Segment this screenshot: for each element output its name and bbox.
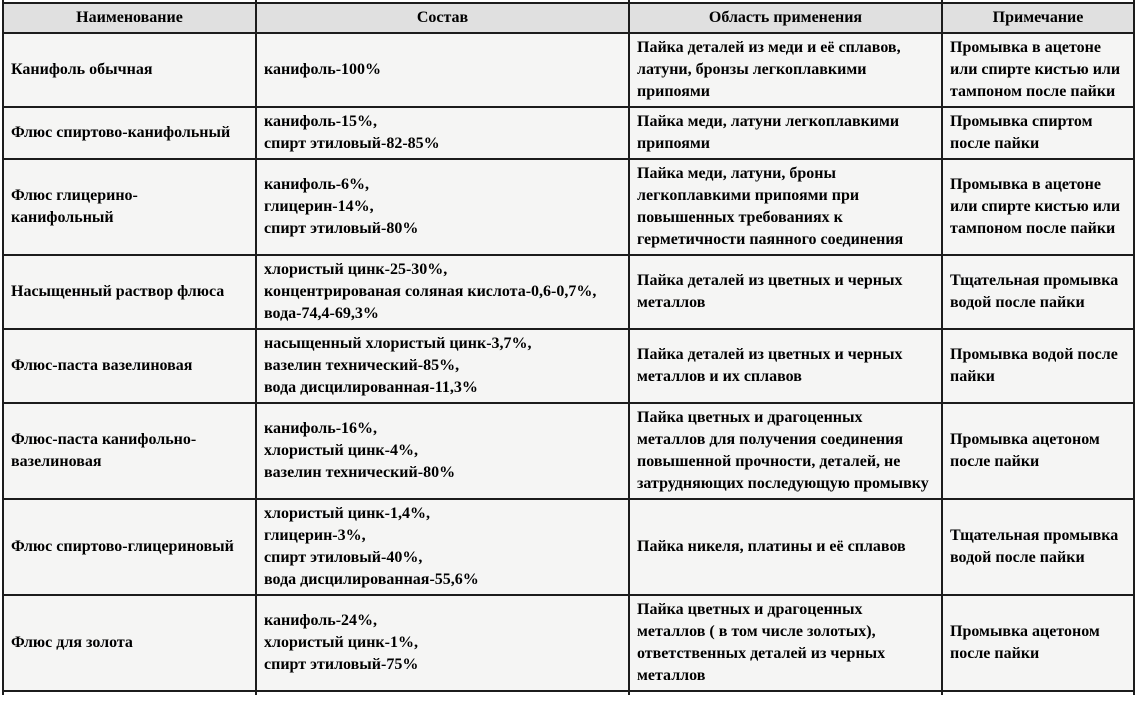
note-cell: Промывка водой после пайки	[942, 329, 1134, 403]
table-row	[3, 403, 1134, 499]
application-cell: Пайка никеля, платины и её сплавов	[629, 499, 942, 595]
composition-line: спирт этиловый-82-85%	[264, 135, 440, 152]
composition-cell	[256, 595, 629, 691]
application-cell: Пайка деталей из цветных и черных металлов	[629, 255, 942, 329]
composition-cell	[256, 159, 629, 255]
column-header-note: Примечание	[942, 3, 1134, 33]
composition-line: вода дисцилированная-11,3%	[264, 379, 478, 396]
application-cell: Пайка деталей из цветных и черных металлов и их сплавов	[629, 329, 942, 403]
note-cell: Тщательная промывка водой после пайки	[942, 499, 1134, 595]
table-row	[3, 159, 1134, 255]
note-cell: Промывка в ацетоне или спирте кистью или тампоном после пайки	[942, 159, 1134, 255]
composition-line: глицерин-3%,	[264, 527, 366, 544]
composition-cell	[256, 107, 629, 159]
composition-cell	[256, 33, 629, 107]
composition-line: хлористый цинк-4%,	[264, 442, 418, 459]
name-cell: Насыщенный раствор флюса	[3, 255, 256, 329]
name-cell: Флюс-паста канифольно-вазелиновая	[3, 403, 256, 499]
table-row	[3, 595, 1134, 691]
note-cell: Промывка ацетоном после пайки	[942, 595, 1134, 691]
composition-line: глицерин-14%,	[264, 198, 374, 215]
name-cell: Флюс-паста вазелиновая	[3, 329, 256, 403]
note-cell: Тщательная промывка водой после пайки	[942, 255, 1134, 329]
name-cell: Флюс спиртово-канифольный	[3, 107, 256, 159]
note-cell: Промывка в ацетоне или спирте кистью или тампоном после пайки	[942, 33, 1134, 107]
application-cell: Пайка меди, латуни легкоплавкими припоями	[629, 107, 942, 159]
composition-line: вазелин технический-80%	[264, 464, 456, 481]
composition-line: хлористый цинк-25-30%,	[264, 261, 448, 278]
partial-cell	[942, 691, 1134, 695]
composition-line: канифоль-15%,	[264, 113, 378, 130]
composition-line: канифоль-100%	[264, 61, 382, 78]
application-cell: Пайка цветных и драгоценных металлов ( в том числе золотых), ответственных деталей из черных металлов	[629, 595, 942, 691]
composition-line: спирт этиловый-40%,	[264, 549, 423, 566]
composition-cell	[256, 329, 629, 403]
composition-cell	[256, 403, 629, 499]
partial-cell	[256, 691, 629, 695]
composition-line: насыщенный хлористый цинк-3,7%,	[264, 335, 532, 352]
column-header-composition: Состав	[256, 3, 629, 33]
table-row	[3, 499, 1134, 595]
column-header-name: Наименование	[3, 3, 256, 33]
table-row	[3, 33, 1134, 107]
table-row	[3, 329, 1134, 403]
application-cell: Пайка меди, латуни, броны легкоплавкими припоями при повышенных требованиях к герметичности паянного соединения	[629, 159, 942, 255]
composition-line: вазелин технический-85%,	[264, 357, 460, 374]
composition-line: спирт этиловый-75%	[264, 656, 419, 673]
application-cell: Пайка деталей из меди и её сплавов, латуни, бронзы легкоплавкими припоями	[629, 33, 942, 107]
flux-table	[2, 0, 1135, 695]
name-cell: Флюс для золота	[3, 595, 256, 691]
table-row	[3, 255, 1134, 329]
name-cell: Флюс спиртово-глицериновый	[3, 499, 256, 595]
composition-line: хлористый цинк-1,4%,	[264, 505, 430, 522]
composition-line: хлористый цинк-1%,	[264, 634, 418, 651]
composition-cell	[256, 499, 629, 595]
partial-row-bottom	[3, 691, 1134, 695]
composition-line: вода дисцилированная-55,6%	[264, 571, 479, 588]
name-cell: Канифоль обычная	[3, 33, 256, 107]
column-header-application: Область применения	[629, 3, 942, 33]
partial-cell	[3, 691, 256, 695]
note-cell: Промывка ацетоном после пайки	[942, 403, 1134, 499]
note-cell: Промывка спиртом после пайки	[942, 107, 1134, 159]
partial-cell	[629, 691, 942, 695]
composition-line: концентрированая соляная кислота-0,6-0,7%,	[264, 283, 597, 300]
table-row	[3, 107, 1134, 159]
composition-line: вода-74,4-69,3%	[264, 305, 379, 322]
header-row	[3, 3, 1134, 33]
composition-cell	[256, 255, 629, 329]
name-cell: Флюс глицерино-канифольный	[3, 159, 256, 255]
composition-line: канифоль-6%,	[264, 176, 370, 193]
composition-line: спирт этиловый-80%	[264, 220, 419, 237]
application-cell: Пайка цветных и драгоценных металлов для получения соединения повышенной прочности, деталей, не затрудняющих последующую промывку	[629, 403, 942, 499]
composition-line: канифоль-16%,	[264, 420, 378, 437]
composition-line: канифоль-24%,	[264, 612, 378, 629]
